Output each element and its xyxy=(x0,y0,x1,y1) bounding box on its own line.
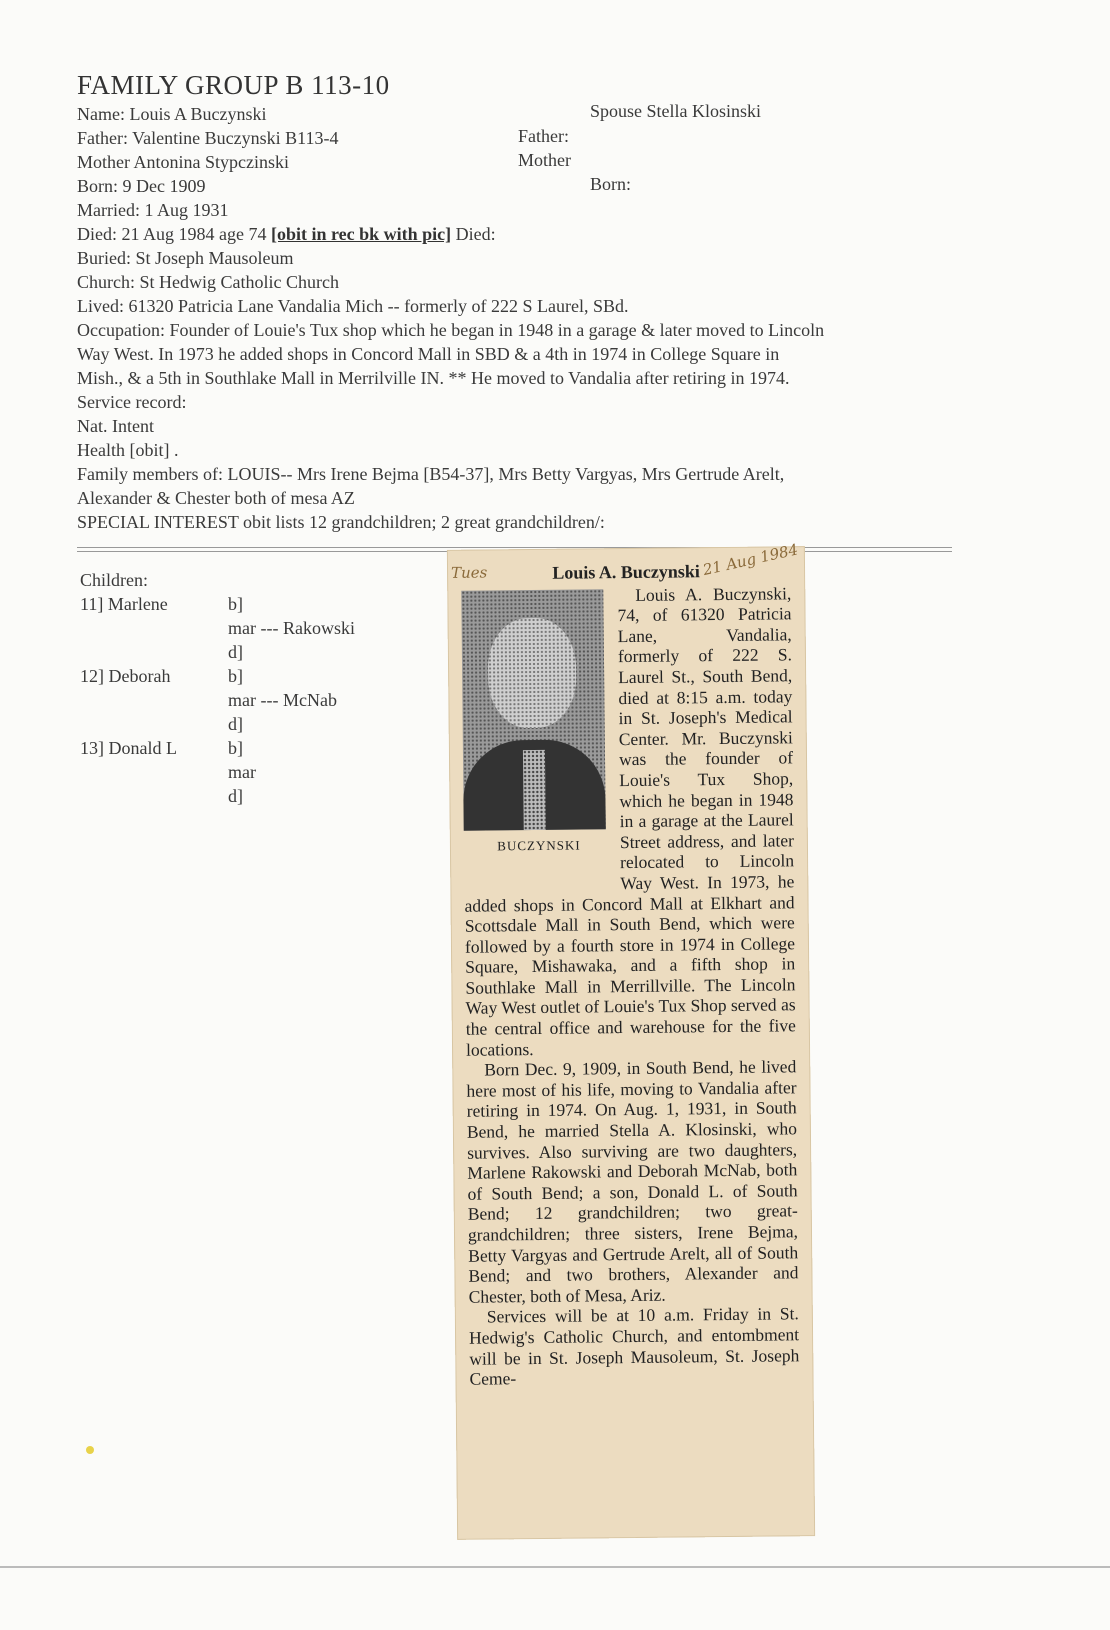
child-died: d] xyxy=(228,714,243,734)
spouse-field: Spouse Stella Klosinski xyxy=(590,101,762,121)
health-field: Health [obit] . xyxy=(77,440,179,460)
child-married: mar xyxy=(228,762,256,782)
child-died: d] xyxy=(228,642,243,662)
child-married: mar --- Rakowski xyxy=(228,618,355,638)
lived-field: Lived: 61320 Patricia Lane Vandalia Mich -- formerly of 222 S Laurel, SBd. xyxy=(77,296,629,316)
married-field: Married: 1 Aug 1931 xyxy=(77,200,229,220)
child-name: 13] Donald L xyxy=(80,738,177,758)
child-born: b] xyxy=(228,666,243,686)
spouse-mother-field: Mother xyxy=(518,150,571,170)
child-born: b] xyxy=(228,594,243,614)
child-name: 11] Marlene xyxy=(80,594,168,614)
child-name: 12] Deborah xyxy=(80,666,171,686)
child-died: d] xyxy=(228,786,243,806)
occupation-line-2: Way West. In 1973 he added shops in Concord Mall in SBD & a 4th in 1974 in College Square in xyxy=(77,344,780,364)
occupation-line-3: Mish., & a 5th in Southlake Mall in Merrilville IN. ** He moved to Vandalia after retiring in 1974. xyxy=(77,368,790,388)
died-field xyxy=(77,224,496,245)
family-members-line-1: Family members of: LOUIS-- Mrs Irene Bejma [B54-37], Mrs Betty Vargyas, Mrs Gertrude Arelt, xyxy=(77,464,785,484)
photo-caption: BUCZYNSKI xyxy=(497,837,581,853)
portrait-image xyxy=(461,589,606,830)
obit-reference: [obit in rec bk with pic] xyxy=(270,224,452,244)
handwritten-day: Tues xyxy=(450,563,488,582)
divider xyxy=(77,547,952,548)
portrait-photo xyxy=(461,585,614,877)
spouse-father-field: Father: xyxy=(518,126,569,146)
father-field: Father: Valentine Buczynski B113-4 xyxy=(77,128,339,148)
children-label: Children: xyxy=(80,570,148,590)
spouse-born-field: Born: xyxy=(590,174,632,194)
service-record-field: Service record: xyxy=(77,392,187,412)
born-field: Born: 9 Dec 1909 xyxy=(77,176,206,196)
nat-intent-field: Nat. Intent xyxy=(77,416,154,436)
church-field: Church: St Hedwig Catholic Church xyxy=(77,272,339,292)
obituary-paragraph: Services will be at 10 a.m. Friday in St. Hedwig's Catholic Church, and entombment will be in St. Joseph Mausoleum, St. Joseph Ceme- xyxy=(468,1303,800,1389)
occupation-line-1: Occupation: Founder of Louie's Tux shop which he began in 1948 in a garage & later moved to Lincoln xyxy=(77,320,825,340)
child-born: b] xyxy=(228,738,243,758)
died-text: Died: 21 Aug 1984 age 74 xyxy=(77,224,271,244)
name-field: Name: Louis A Buczynski xyxy=(77,104,267,124)
family-members-line-2: Alexander & Chester both of mesa AZ xyxy=(77,488,355,508)
obituary-clipping xyxy=(447,540,815,1540)
buried-field: Buried: St Joseph Mausoleum xyxy=(77,248,294,268)
handwritten-date: 21 Aug 1984 xyxy=(701,540,800,580)
obituary-paragraph: Born Dec. 9, 1909, in South Bend, he lived here most of his life, moving to Vandalia after retiring in 1974. On Aug. 1, 1931, in South Bend, he married Stella A. Klosinski, who survives. Also surviving are two daughters, Marlene Rakowski and Deborah McNab, both of South Bend; a son, Donald L. of South Bend; 12 grandchildren; two great-grandchildren; three sisters, Irene Bejma, Betty Vargyas and Gertrude Arelt, all of South Bend; and two brothers, Alexander and Chester, both of Mesa, Ariz. xyxy=(466,1056,799,1307)
obituary-headline: Louis A. Buczynski xyxy=(552,561,700,583)
highlighter-mark xyxy=(86,1446,94,1454)
child-married: mar --- McNab xyxy=(228,690,337,710)
obituary-paragraph: Louis A. Buczynski, 74, of 61320 Patricia Lane, Vandalia, formerly of 222 S. Laurel St., South Bend, died at 8:15 a.m. today in St. Joseph's Medical Center. Mr. Buczynski was the founder of Louie's Tux Shop, which he began in 1948 in a garage at the Laurel Street address, and later relocated to Lincoln Way West. In 1973, he added shops in Concord Mall at Elkhart and Scottsdale Mall in South Bend, which were followed by a fourth store in 1974 in College Square, Mishawaka, and a fifth shop in Southlake Mall in Merrillville. The Lincoln Way West outlet of Louie's Tux Shop served as the central office and warehouse for the five locations. xyxy=(464,582,796,1060)
special-interest-field: SPECIAL INTEREST obit lists 12 grandchildren; 2 great grandchildren/: xyxy=(77,512,605,532)
page-title: FAMILY GROUP B 113-10 xyxy=(77,70,390,100)
mother-field: Mother Antonina Stypczinski xyxy=(77,152,289,172)
scan-edge xyxy=(0,1566,1110,1568)
spouse-died-field: Died: xyxy=(451,224,496,244)
